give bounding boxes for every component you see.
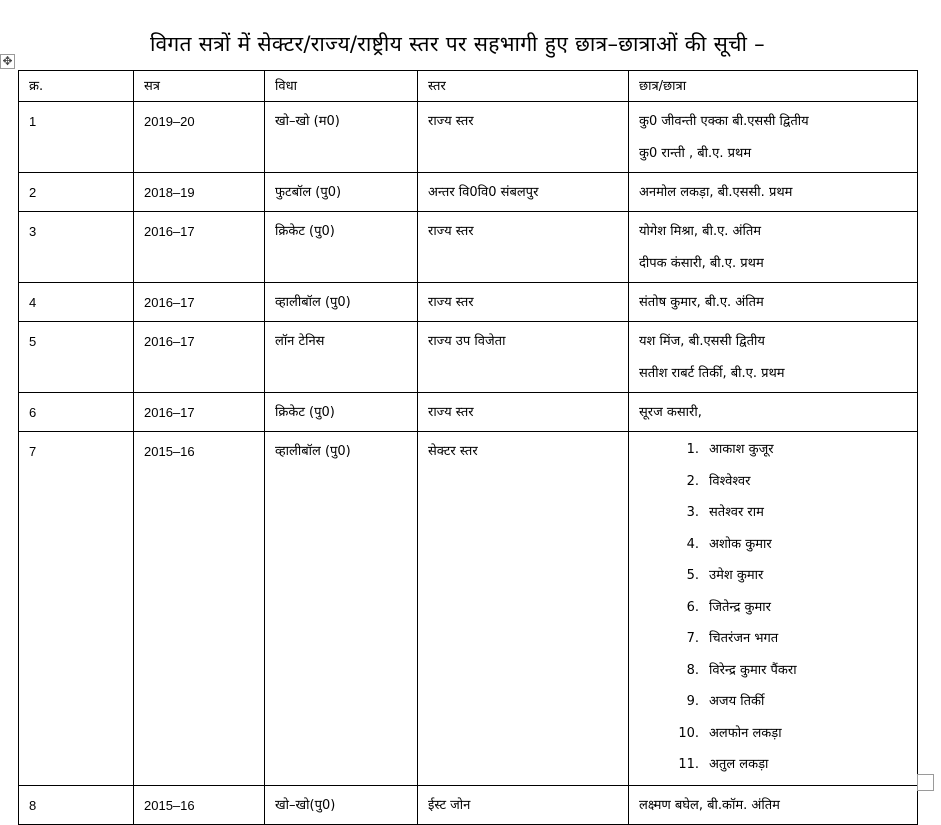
- header-sport: विधा: [265, 71, 418, 102]
- session-cell: [134, 283, 265, 322]
- student-line: यश मिंज, बी.एससी द्वितीय: [639, 334, 765, 349]
- list-item-name: अलफोन लकड़ा: [709, 725, 782, 741]
- students-cell: [629, 393, 918, 432]
- level-cell-text: ईस्ट जोन: [428, 797, 471, 813]
- list-item: [639, 594, 907, 626]
- table-row: [19, 283, 918, 322]
- list-item: [639, 499, 907, 531]
- serial-cell-text: 3: [29, 224, 37, 239]
- session-cell-text: 2015–16: [144, 797, 195, 813]
- serial-cell: [19, 283, 134, 322]
- table-move-handle-icon[interactable]: ✥: [0, 54, 15, 69]
- level-cell: [418, 785, 629, 824]
- student-line: दीपक कंसारी, बी.ए. प्रथम: [639, 256, 764, 271]
- table-row: [19, 322, 918, 393]
- serial-cell-text: 7: [29, 444, 37, 459]
- list-item-number: 8.: [686, 662, 699, 678]
- students-cell: [629, 212, 918, 283]
- level-cell: [418, 432, 629, 786]
- list-item-name: आकाश कुजूर: [709, 442, 774, 457]
- list-item-name: विश्वेश्वर: [709, 473, 751, 489]
- student-line: कु0 रान्ती , बी.ए. प्रथम: [639, 146, 752, 161]
- serial-cell: [19, 322, 134, 393]
- sport-cell-text: लॉन टेनिस: [275, 334, 325, 349]
- sport-cell: [265, 212, 418, 283]
- list-item-number: 9.: [686, 694, 699, 709]
- list-item: [639, 562, 907, 594]
- header-level: स्तर: [418, 71, 629, 102]
- students-cell: [629, 432, 918, 786]
- serial-cell-text: 2: [29, 185, 37, 200]
- sport-cell-text: क्रिकेट (पु0): [275, 224, 335, 239]
- sport-cell: [265, 785, 418, 824]
- level-cell: [418, 393, 629, 432]
- header-session: सत्र: [134, 71, 265, 102]
- list-item-number: 7.: [686, 631, 699, 646]
- serial-cell-text: 6: [29, 405, 37, 420]
- list-item-number: 4.: [686, 536, 699, 552]
- level-cell: [418, 173, 629, 212]
- session-cell: [134, 393, 265, 432]
- student-line: कु0 जीवन्ती एक्का बी.एससी द्वितीय: [639, 114, 809, 129]
- header-students: छात्र/छात्रा: [629, 71, 918, 102]
- list-item-name: अतुल लकड़ा: [709, 757, 769, 772]
- list-item-number: 11.: [678, 757, 699, 772]
- sport-cell-text: व्हालीबॉल (पु0): [275, 444, 351, 459]
- serial-cell: [19, 785, 134, 824]
- serial-cell: [19, 212, 134, 283]
- serial-cell: [19, 102, 134, 173]
- list-item: [639, 688, 907, 720]
- sport-cell-text: क्रिकेट (पु0): [275, 405, 335, 420]
- students-cell: [629, 785, 918, 824]
- session-cell-text: 2015–16: [144, 444, 195, 459]
- participants-table: [18, 70, 918, 825]
- level-cell: [418, 322, 629, 393]
- list-item: [639, 751, 907, 783]
- sport-cell-text: फुटबॉल (पु0): [275, 185, 342, 200]
- level-cell: [418, 283, 629, 322]
- session-cell-text: 2016–17: [144, 224, 195, 239]
- session-cell: [134, 785, 265, 824]
- table-row: [19, 173, 918, 212]
- session-cell-text: 2019–20: [144, 114, 195, 129]
- list-item-name: अशोक कुमार: [709, 536, 772, 552]
- list-item: [639, 436, 907, 468]
- list-item-name: उमेश कुमार: [709, 568, 764, 583]
- table-row: [19, 212, 918, 283]
- table-row: [19, 432, 918, 786]
- serial-cell-text: 4: [29, 295, 37, 310]
- table-row: [19, 393, 918, 432]
- table-header-row: [19, 71, 918, 102]
- sport-cell-text: व्हालीबॉल (पु0): [275, 295, 351, 310]
- session-cell-text: 2016–17: [144, 334, 195, 349]
- level-cell-text: राज्य स्तर: [428, 295, 474, 310]
- session-cell: [134, 173, 265, 212]
- students-cell: [629, 322, 918, 393]
- table-row: [19, 785, 918, 824]
- level-cell: [418, 212, 629, 283]
- sport-cell: [265, 173, 418, 212]
- session-cell-text: 2018–19: [144, 185, 195, 200]
- list-item-name: जितेन्द्र कुमार: [709, 599, 771, 615]
- student-line: संतोष कुमार, बी.ए. अंतिम: [639, 295, 764, 310]
- list-item-number: 2.: [686, 473, 699, 489]
- table-resize-handle[interactable]: [917, 774, 934, 791]
- list-item-name: चितरंजन भगत: [709, 631, 779, 646]
- level-cell-text: राज्य स्तर: [428, 405, 474, 420]
- list-item: [639, 720, 907, 752]
- sport-cell-text: खो–खो (म0): [275, 114, 340, 129]
- list-item-name: सतेश्वर राम: [709, 505, 764, 520]
- header-serial: क्र.: [19, 71, 134, 102]
- serial-cell-text: 5: [29, 334, 37, 349]
- table-row: [19, 102, 918, 173]
- list-item-number: 1.: [686, 442, 699, 457]
- list-item-number: 3.: [686, 505, 699, 520]
- students-cell: [629, 173, 918, 212]
- list-item-name: अजय तिर्की: [709, 694, 765, 709]
- serial-cell-text: 1: [29, 114, 37, 129]
- level-cell-text: राज्य स्तर: [428, 224, 474, 239]
- serial-cell: [19, 432, 134, 786]
- session-cell-text: 2016–17: [144, 295, 195, 310]
- session-cell-text: 2016–17: [144, 405, 195, 420]
- serial-cell-text: 8: [29, 797, 37, 813]
- student-line: सूरज कसारी,: [639, 405, 702, 420]
- level-cell: [418, 102, 629, 173]
- list-item: [639, 657, 907, 689]
- list-item: [639, 625, 907, 657]
- level-cell-text: राज्य उप विजेता: [428, 334, 506, 349]
- student-line: सतीश राबर्ट तिर्की, बी.ए. प्रथम: [639, 366, 785, 381]
- student-numbered-list: [639, 436, 907, 783]
- sport-cell-text: खो–खो(पु0): [275, 797, 336, 813]
- list-item-name: विरेन्द्र कुमार पैंकरा: [709, 662, 797, 678]
- student-line: योगेश मिश्रा, बी.ए. अंतिम: [639, 224, 762, 239]
- sport-cell: [265, 102, 418, 173]
- session-cell: [134, 212, 265, 283]
- students-cell: [629, 283, 918, 322]
- level-cell-text: राज्य स्तर: [428, 114, 474, 129]
- student-line: लक्ष्मण बघेल, बी.कॉम. अंतिम: [639, 797, 780, 813]
- serial-cell: [19, 173, 134, 212]
- student-line: अनमोल लकड़ा, बी.एससी. प्रथम: [639, 185, 793, 200]
- session-cell: [134, 102, 265, 173]
- serial-cell: [19, 393, 134, 432]
- session-cell: [134, 322, 265, 393]
- level-cell-text: अन्तर वि0वि0 संबलपुर: [428, 185, 539, 200]
- level-cell-text: सेक्टर स्तर: [428, 444, 478, 459]
- session-cell: [134, 432, 265, 786]
- sport-cell: [265, 283, 418, 322]
- list-item-number: 6.: [686, 599, 699, 615]
- list-item-number: 5.: [686, 568, 699, 583]
- students-cell: [629, 102, 918, 173]
- list-item-number: 10.: [678, 725, 699, 741]
- list-item: [639, 468, 907, 500]
- sport-cell: [265, 432, 418, 786]
- sport-cell: [265, 322, 418, 393]
- list-item: [639, 531, 907, 563]
- sport-cell: [265, 393, 418, 432]
- document-title: विगत सत्रों में सेक्टर/राज्य/राष्ट्रीय स्तर पर सहभागी हुए छात्र–छात्राओं की सूची –: [150, 32, 765, 56]
